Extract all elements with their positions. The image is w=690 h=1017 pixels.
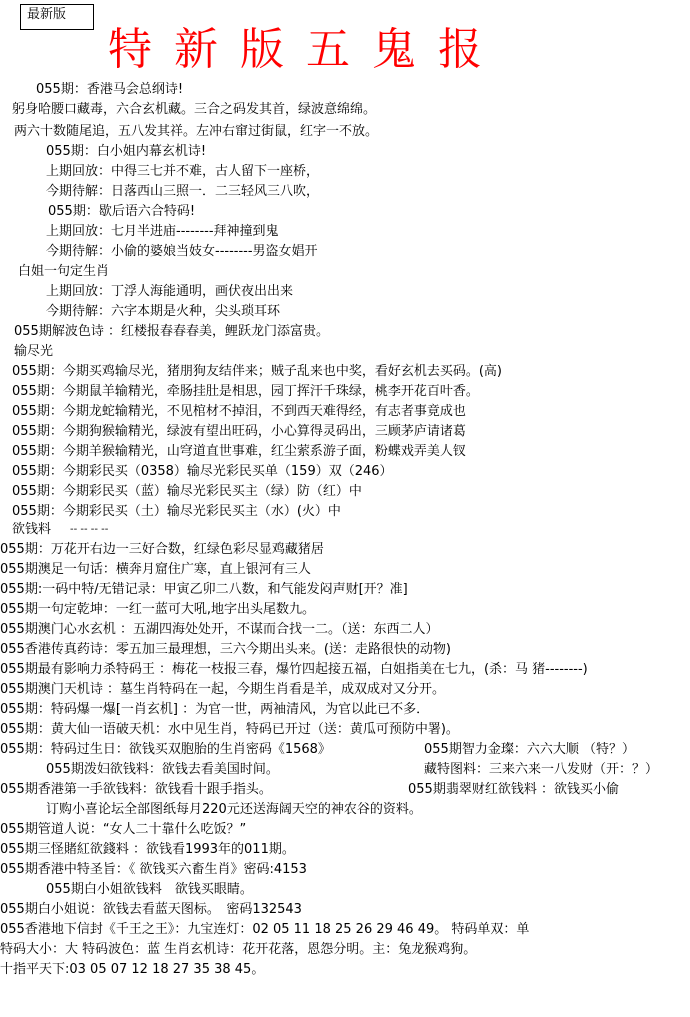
text-line: 055香港传真药诗：零五加三最理想，三六今期出头来。(送：走路很快的动物) xyxy=(0,642,451,657)
text-line: 055期解波色诗 ：红楼报春春春美，鲤跃龙门添富贵。 xyxy=(14,324,329,339)
text-line: 白姐一句定生肖 xyxy=(18,264,110,279)
text-line: 055期一句定乾坤：一红一蓝可大吼,地字出头尾数九。 xyxy=(0,602,315,617)
text-line: 两六十数随尾追，五八发其祥。左冲右窜过街鼠，红字一不放。 xyxy=(14,124,379,139)
text-line: 特码大小：大 特码波色：蓝 生肖玄机诗：花开花落，恩怨分明。主：兔龙猴鸡狗。 xyxy=(0,942,477,957)
text-line: 055期：黄大仙一语破天机：水中见生肖，特码已开过（送：黄瓜可预防中署)。 xyxy=(0,722,459,737)
text-line: 055期：今期彩民买（0358）输尽光彩民买单（159）双（246） xyxy=(12,464,393,479)
text-line: 055期：香港马会总纲诗! xyxy=(36,82,184,97)
text-line: 055期：今期买鸡输尽光，猪朋狗友结伴来；贼子乱来也中奖，看好玄机去买码。(高) xyxy=(12,364,502,379)
text-line: 055期：今期狗猴输精光，绿波有望出旺码，小心算得灵码出，三顾茅庐请诸葛 xyxy=(12,424,466,439)
text-line: 055期：今期彩民买（蓝）输尽光彩民买主（绿）防（红）中 xyxy=(12,484,362,499)
edition-badge: 最新版 xyxy=(20,4,94,30)
text-line: 055期澳门心水玄机 ：五湖四海处处开，不谋而合找一二。（送：东西二人） xyxy=(0,622,439,637)
text-line: 055期：今期鼠羊输精光，牵肠挂肚是相思，园丁挥汗千珠绿，桃李开花百叶香。 xyxy=(12,384,479,399)
text-line: 055期泼妇欲钱料：欲钱去看美国时间。 xyxy=(46,762,279,777)
text-line: 055期管道人说：“女人二十靠什么吃饭？” xyxy=(0,822,247,837)
text-line: 055期三怪賭紅欲錢料 ：欲钱看1993年的011期。 xyxy=(0,842,295,857)
text-line: 上期回放：七月半进庙--------拜神撞到鬼 xyxy=(46,224,279,239)
text-line: 躬身哈腰口藏毒，六合玄机藏。三合之码发其首，绿波意绵绵。 xyxy=(12,102,377,117)
page-title: 特新版五鬼报 xyxy=(108,24,504,75)
text-line: 055期：今期龙蛇输精光，不见棺材不掉泪，不到西天难得经，有志者事竟成也 xyxy=(12,404,466,419)
text-line: 今期待解：小偷的婆娘当妓女--------男盗女娼开 xyxy=(46,244,318,259)
text-line: 今期待解：日落西山三照一．二三轻风三八吹， xyxy=(46,184,320,199)
text-line: 藏特图料：三来六来一八发财（开：？） xyxy=(424,762,659,777)
text-line: 055期最有影响力杀特码王 ：梅花一枝报三春，爆竹四起接五福，白姐指美在七九，(杀：马 猪--------) xyxy=(0,662,588,677)
text-line: -- -- -- -- xyxy=(70,524,109,535)
text-line: 输尽光 xyxy=(14,344,54,359)
text-line: 055期翡翠财红欲钱料 ：欲钱买小偷 xyxy=(408,782,619,797)
text-line: 055期智力金璨：六六大顺 （特？） xyxy=(424,742,635,757)
text-line: 055期:一码中特/无错记录：甲寅乙卯二八数，和气能发闷声财[开？准] xyxy=(0,582,408,597)
text-line: 055期澳足一句话：横奔月窟住广寒，直上银河有三人 xyxy=(0,562,311,577)
text-line: 055期香港第一手欲钱料：欲钱看十跟手指头。 xyxy=(0,782,272,797)
text-line: 055期：特码过生日：欲钱买双胞胎的生肖密码《1568》 xyxy=(0,742,331,757)
text-line: 055香港地下信封《千王之王》：九宝连灯：02 05 11 18 25 26 29 46 49。 特码单双：单 xyxy=(0,922,530,937)
text-line: 055期：特码爆一爆[一肖玄机] ：为官一世，两袖清风，为官以此已不多． xyxy=(0,702,430,717)
text-line: 055期白小姐欲钱料 欲钱买眼睛。 xyxy=(46,882,253,897)
text-line: 055期：白小姐内幕玄机诗! xyxy=(46,144,207,159)
text-line: 今期待解：六字本期是火种，尖头琐耳环 xyxy=(46,304,281,319)
text-line: 055期香港中特圣旨：《 欲钱买六畜生肖》密码:4153 xyxy=(0,862,307,877)
text-line: 055期澳门天机诗 ：墓生肖特码在一起，今期生肖看是羊，成双成对又分开。 xyxy=(0,682,445,697)
text-line: 055期：今期彩民买（土）输尽光彩民买主（水）(火）中 xyxy=(12,504,341,519)
text-line: 055期：歇后语六合特码! xyxy=(48,204,196,219)
text-line: 055期：万花开右边一三好合数，红绿色彩尽显鸡藏猪居 xyxy=(0,542,324,557)
text-line: 订购小喜论坛全部图纸每月220元还送海阔天空的神农谷的资料。 xyxy=(46,802,422,817)
text-line: 055期白小姐说：欲钱去看蓝天图标。 密码132543 xyxy=(0,902,302,917)
text-line: 欲钱料 xyxy=(12,522,52,537)
text-line: 上期回放：中得三七并不难，古人留下一座桥， xyxy=(46,164,320,179)
text-line: 上期回放：丁浮人海能通明，画伏夜出出来 xyxy=(46,284,294,299)
text-line: 十指平天下:03 05 07 12 18 27 35 38 45。 xyxy=(0,962,265,977)
text-line: 055期：今期羊猴输精光，山穹道直世事难，红尘萦系游子面，粉蝶戏弄美人钗 xyxy=(12,444,466,459)
